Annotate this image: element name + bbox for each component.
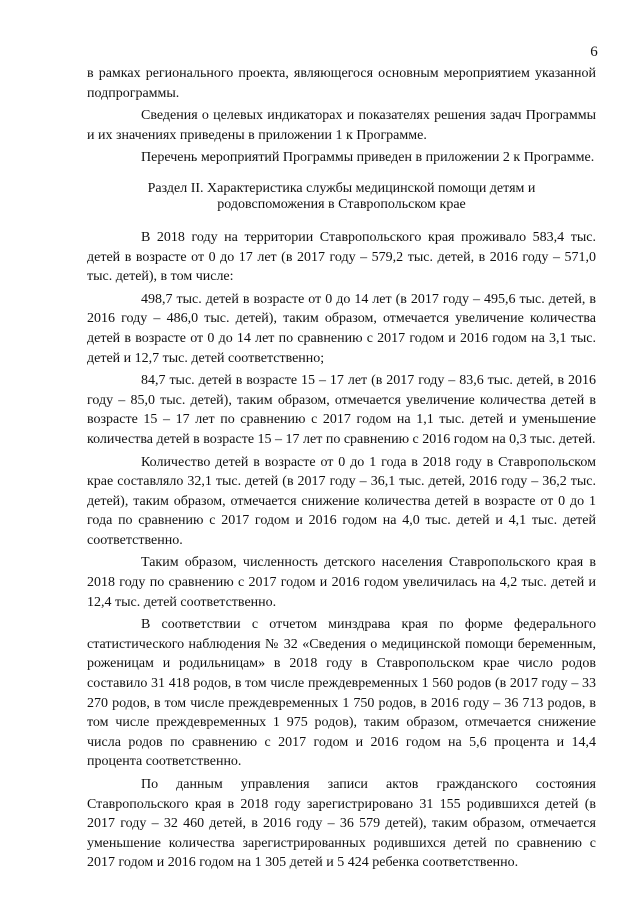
paragraph-population-summary: Таким образом, численность детского населения Ставропольского края в 2018 году по сравнению с 2017 годом и 2016 годом увеличилась на 4,2 тыс. детей и 12,4 тыс. детей соответственно. xyxy=(87,555,596,610)
paragraph-continuation: в рамках регионального проекта, являющегося основным мероприятием указанной подпрограммы. xyxy=(87,66,596,101)
paragraph-age-0-14: 498,7 тыс. детей в возрасте от 0 до 14 лет (в 2017 году – 495,6 тыс. детей, в 2016 году – 486,0 тыс. детей), таким образом, отмечается увеличение количества детей в возрасте от 0 до 14 лет по сравнению с 2017 годом и 2016 годом на 3,1 тыс. детей и 12,7 тыс. детей соответственно; xyxy=(87,291,596,366)
document-body xyxy=(87,64,596,873)
page-number: 6 xyxy=(590,44,598,60)
paragraph-indicators: Сведения о целевых индикаторах и показателях решения задач Программы и их значениях приведены в приложении 1 к Программе. xyxy=(87,108,596,143)
paragraph-activities: Перечень мероприятий Программы приведен в приложении 2 к Программе. xyxy=(141,150,595,166)
paragraph-births-report: В соответствии с отчетом минздрава края по форме федерального статистического наблюдения № 32 «Сведения о медицинской помощи беременным, роженицам и родильницам» в 2018 году в Ставропольском крае число родов составило 31 418 родов, в том числе преждевременных 1 560 родов (в 2017 году – 33 270 родов, в том числе преждевременных 1 750 родов, в 2016 году – 36 713 родов, в том числе преждевременных 1 975 родов), таким образом, отмечается снижение числа родов по сравнению с 2017 годом и 2016 годом на 5,6 процента и 14,4 процента соответственно. xyxy=(87,617,596,770)
paragraph-child-population: В 2018 году на территории Ставропольского края проживало 583,4 тыс. детей в возрасте от 0 до 17 лет (в 2017 году – 579,2 тыс. детей, в 2016 году – 571,0 тыс. детей), в том числе: xyxy=(87,229,596,285)
paragraph-registry-data: По данным управления записи актов гражданского состояния Ставропольского края в 2018 году зарегистрировано 31 155 родившихся детей (в 2017 году – 32 460 детей, в 2016 году – 36 579 детей), таким образом, отмечается уменьшение количества зарегистрированных родившихся детей по сравнению с 2017 годом и 2016 годом на 1 305 детей и 5 424 ребенка соответственно. xyxy=(87,777,596,871)
paragraph-age-0-1: Количество детей в возрасте от 0 до 1 года в 2018 году в Ставропольском крае составляло 32,1 тыс. детей (в 2017 году – 36,1 тыс. детей, 2016 году – 36,2 тыс. детей), таким образом, отмечается снижение количества детей в возрасте от 0 до 1 года по сравнению с 2017 годом и 2016 годом на 4,0 тыс. детей и 4,1 тыс. детей соответственно. xyxy=(87,454,596,548)
section-heading: Раздел II. Характеристика службы медицинской помощи детям и родовспоможения в Ставропольском крае xyxy=(147,180,536,213)
paragraph-age-15-17: 84,7 тыс. детей в возрасте 15 – 17 лет (в 2017 году – 83,6 тыс. детей, в 2016 году – 85,0 тыс. детей), таким образом, отмечается увеличение количества детей в возрасте 15 – 17 лет по сравнению с 2017 годом на 1,1 тыс. детей и уменьшение количества детей в возрасте 15 – 17 лет по сравнению с 2016 годом на 0,3 тыс. детей. xyxy=(87,373,596,447)
